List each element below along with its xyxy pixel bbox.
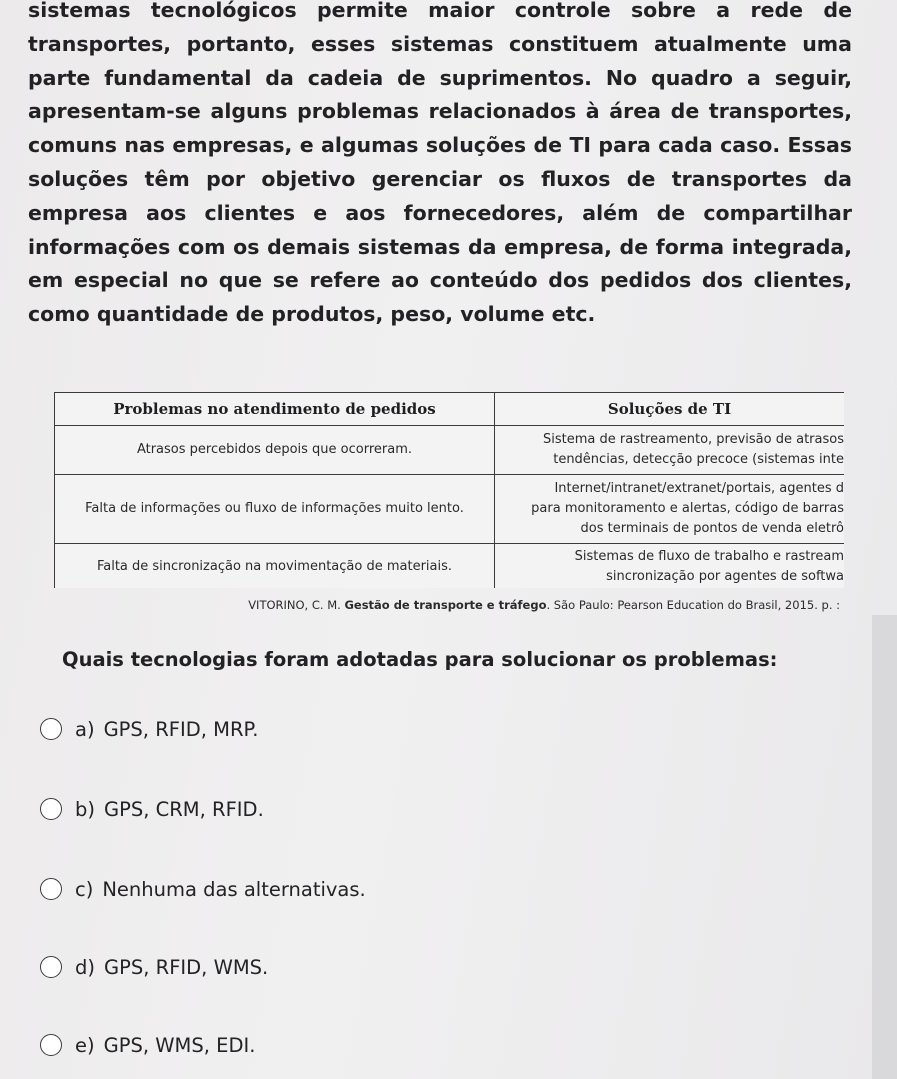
option-d[interactable] — [40, 950, 268, 984]
problem-cell: Atrasos percebidos depois que ocorreram. — [55, 426, 495, 475]
solution-cell — [495, 544, 845, 589]
solutions-table — [54, 392, 844, 588]
table-header-row — [55, 393, 845, 426]
option-text[interactable]: Nenhuma das alternativas. — [102, 877, 366, 901]
solution-line: Internet/intranet/extranet/portais, agentes d — [554, 481, 844, 496]
solution-line: sincronização por agentes de softwa — [606, 569, 844, 584]
table-source-reference — [200, 598, 840, 612]
radio-button[interactable] — [40, 718, 62, 740]
option-c[interactable] — [40, 872, 366, 906]
solution-line: Sistemas de fluxo de trabalho e rastream — [574, 549, 844, 564]
option-text[interactable]: GPS, WMS, EDI. — [103, 1033, 256, 1057]
solution-cell — [495, 475, 845, 544]
option-text[interactable]: GPS, CRM, RFID. — [104, 797, 264, 821]
solution-line: Sistema de rastreamento, previsão de atrasos — [543, 432, 844, 447]
option-letter: c) — [75, 877, 94, 901]
option-letter: b) — [75, 797, 95, 821]
table-row — [55, 475, 845, 544]
radio-button[interactable] — [40, 798, 62, 820]
option-text[interactable]: GPS, RFID, WMS. — [104, 955, 269, 979]
option-letter: d) — [75, 955, 95, 979]
intro-paragraph: sistemas tecnológicos permite maior controle sobre a rede de transportes, portanto, esses sistemas constituem atualmente uma parte fundamental da cadeia de suprimentos. No quadro a seguir, apresentam-se alguns problemas relacionados à área de transportes, comuns nas empresas, e algumas soluções de TI para cada caso. Essas soluções têm por objetivo gerenciar os fluxos de transportes da empresa aos clientes e aos fornecedores, além de compartilhar informações com os demais sistemas da empresa, de forma integrada, em especial no que se refere ao conteúdo dos pedidos dos clientes, como quantidade de produtos, peso, volume etc. — [28, 0, 852, 327]
option-e[interactable] — [40, 1028, 255, 1062]
problem-cell: Falta de informações ou fluxo de informações muito lento. — [55, 475, 495, 544]
option-text[interactable]: GPS, RFID, MRP. — [103, 717, 259, 741]
radio-button[interactable] — [40, 1034, 62, 1056]
header-problems: Problemas no atendimento de pedidos — [55, 393, 495, 426]
header-solutions: Soluções de TI — [495, 393, 845, 426]
solutions-table-wrapper — [54, 392, 844, 588]
reference-title: Gestão de transporte e tráfego — [344, 598, 547, 612]
reference-authors: VITORINO, C. M. — [248, 598, 341, 612]
scrollbar-track[interactable] — [872, 615, 897, 1079]
solution-line: tendências, detecção precoce (sistemas inte — [553, 452, 844, 467]
table-row — [55, 426, 845, 475]
solution-line: dos terminais de pontos de venda eletrô — [580, 521, 844, 536]
solution-line: para monitoramento e alertas, código de barras — [531, 501, 844, 516]
option-b[interactable] — [40, 792, 264, 826]
radio-button[interactable] — [40, 878, 62, 900]
option-letter: e) — [75, 1033, 95, 1057]
solution-cell — [495, 426, 845, 475]
table-row — [55, 544, 845, 589]
problem-cell: Falta de sincronização na movimentação de materiais. — [55, 544, 495, 589]
option-letter: a) — [75, 717, 95, 741]
question-prompt: Quais tecnologias foram adotadas para solucionar os problemas: — [62, 648, 778, 671]
reference-publisher: . São Paulo: Pearson Education do Brasil, 2015. p. : — [546, 598, 840, 612]
option-a[interactable] — [40, 712, 258, 746]
radio-button[interactable] — [40, 956, 62, 978]
